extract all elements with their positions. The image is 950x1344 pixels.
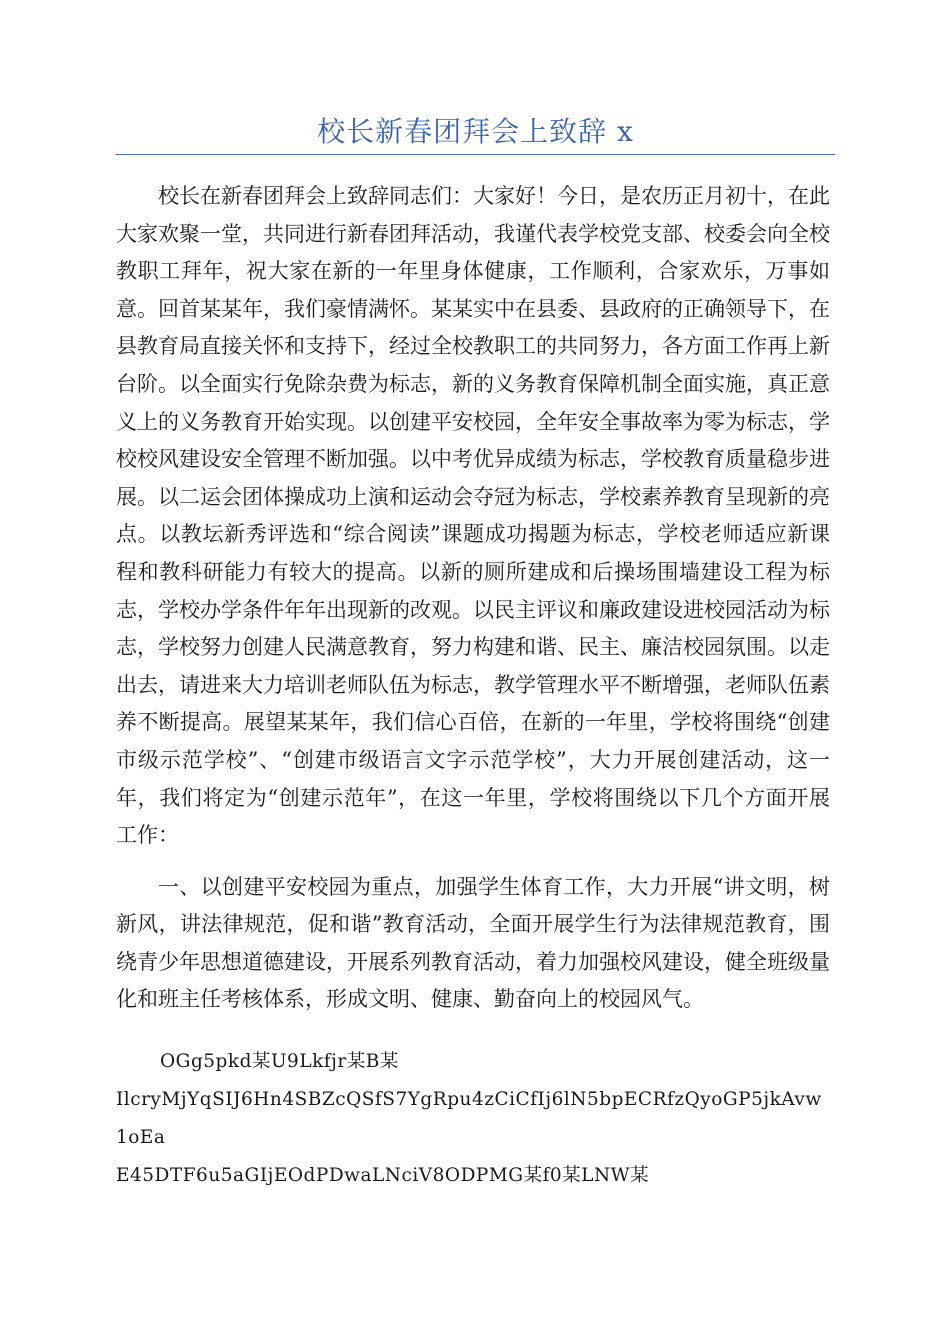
- garbled-line-3: E45DTF6u5aGIjEOdPDwaLNciV8ODPMG某f0某LNW某: [116, 1165, 650, 1187]
- body-paragraph-2: 一、以创建平安校园为重点，加强学生体育工作，大力开展“讲文明，树新风，讲法律规范，促和谐”教育活动，全面开展学生行为法律规范教育，围绕青少年思想道德建设，开展系列教育活动，着力加强校风建设，健全班级量化和班主任考核体系，形成文明、健康、勤奋向上的校园风气。: [116, 874, 830, 1012]
- garbled-line-2: IlcryMjYqSIJ6Hn4SBZcQSfS7YgRpu4zCiCfIj6lN5bpECRfzQyoGP5jkAvw1oEa: [116, 1089, 822, 1149]
- document-body: [116, 178, 830, 1195]
- garbled-text-block: [116, 1043, 830, 1195]
- document-title: 校长新春团拜会上致辞 x: [317, 115, 634, 148]
- title-underline: [116, 154, 835, 155]
- body-paragraph-1: 校长在新春团拜会上致辞同志们：大家好！今日，是农历正月初十，在此大家欢聚一堂，共同进行新春团拜活动，我谨代表学校党支部、校委会向全校教职工拜年，祝大家在新的一年里身体健康，工作顺利，合家欢乐，万事如意。回首某某年，我们豪情满怀。某某实中在县委、县政府的正确领导下，在县教育局直接关怀和支持下，经过全校教职工的共同努力，各方面工作再上新台阶。以全面实行免除杂费为标志，新的义务教育保障机制全面实施，真正意义上的义务教育开始实现。以创建平安校园，全年安全事故率为零为标志，学校校风建设安全管理不断加强。以中考优异成绩为标志，学校教育质量稳步进展。以二运会团体操成功上演和运动会夺冠为标志，学校素养教育呈现新的亮点。以教坛新秀评选和“综合阅读”课题成功揭题为标志，学校老师适应新课程和教科研能力有较大的提高。以新的厕所建成和后操场围墙建设工程为标志，学校办学条件年年出现新的改观。以民主评议和廉政建设进校园活动为标志，学校努力创建人民满意教育，努力构建和谐、民主、廉洁校园氛围。以走出去，请进来大力培训老师队伍为标志，教学管理水平不断增强，老师队伍素养不断提高。展望某某年，我们信心百倍，在新的一年里，学校将围绕“创建市级示范学校”、“创建市级语言文字示范学校”，大力开展创建活动，这一年，我们将定为“创建示范年”，在这一年里，学校将围绕以下几个方面开展工作：: [116, 184, 830, 848]
- garbled-line-1: OGg5pkd某U9Lkfjr某B某: [160, 1051, 399, 1073]
